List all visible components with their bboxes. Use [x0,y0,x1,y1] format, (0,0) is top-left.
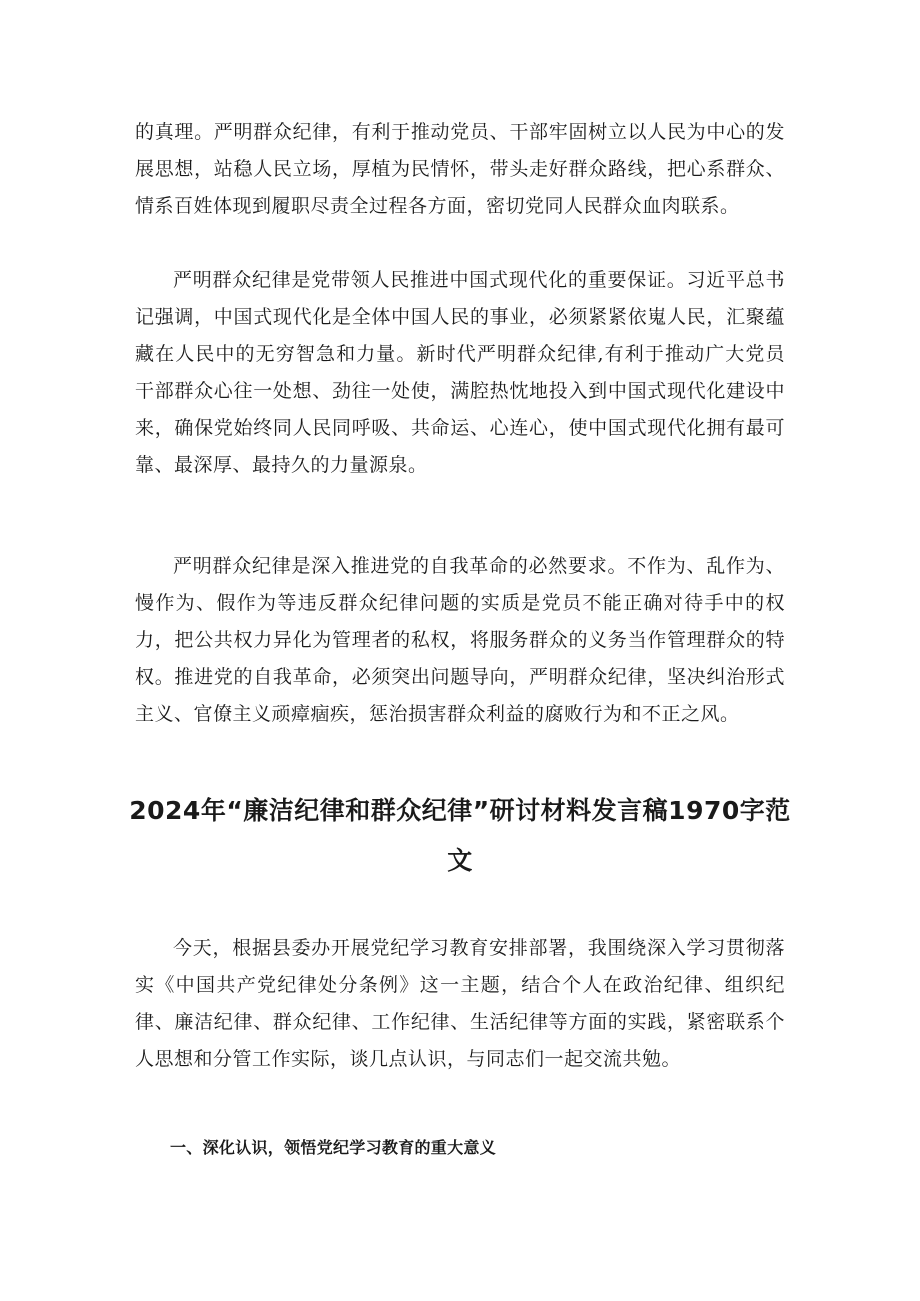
intro-paragraph: 今天，根据县委办开展党纪学习教育安排部署，我围绕深入学习贯彻落实《中国共产党纪律处分条例》这一主题，结合个人在政治纪律、组织纪律、廉洁纪律、群众纪律、工作纪律、生活纪律等方面的实践，紧密联系个人思想和分管工作实际，谈几点认识，与同志们一起交流共勉。 [135,937,785,1070]
body-paragraph: 严明群众纪律是党带领人民推进中国式现代化的重要保证。习近平总书记强调，中国式现代化是全体中国人民的事业，必须紧紧依嵬人民，汇聚蕴藏在人民中的无穷智急和力量。新时代严明群众纪律,有利于推动广大党员干部群众心往一处想、劲往一处使，满腔热忱地投入到中国式现代化建设中来，确保党始终同人民同呼吸、共命运、心连心，使中国式现代化拥有最可靠、最深厚、最持久的力量源泉。 [135,269,785,476]
document-title: 2024年“廉洁纪律和群众纪律”研讨材料发言稿1970字范文 [129,796,791,875]
body-paragraph: 严明群众纪律是深入推进党的自我革命的必然要求。不作为、乱作为、慢作为、假作为等违反群众纪律问题的实质是党员不能正确对待手中的权力，把公共权力异化为管理者的私权，将服务群众的义务当作管理群众的特权。推进党的自我革命，必须突出问题导向，严明群众纪律，坚决纠治形式主义、官僚主义顽瘴痼疾，惩治损害群众利益的腐败行为和不正之风。 [135,555,785,725]
body-paragraph-continuation: 的真理。严明群众纪律，有利于推动党员、干部牢固树立以人民为中心的发展思想，站稳人民立场，厚植为民情怀，带头走好群众路线，把心系群众、情系百姓体现到履职尽责全过程各方面，密切党同人民群众血肉联系。 [135,121,785,217]
section-heading: 一、深化认识，领悟党纪学习教育的重大意义 [170,1138,497,1157]
